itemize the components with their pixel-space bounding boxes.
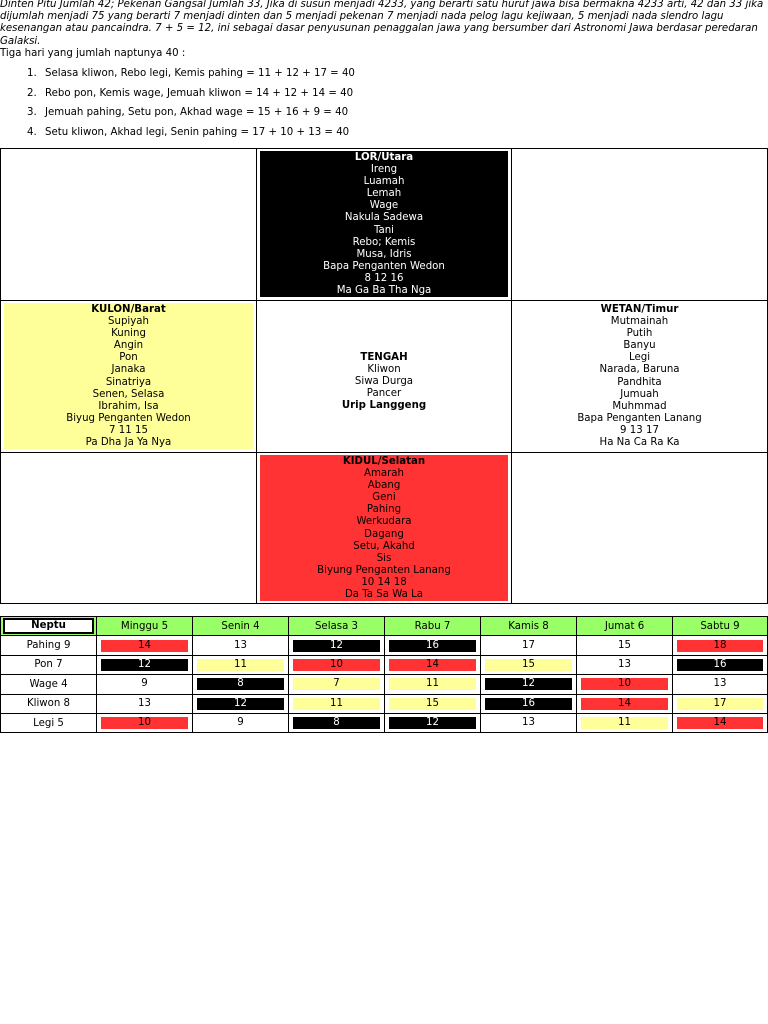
- cell-line: Kliwon: [367, 364, 401, 376]
- neptu-value: 11: [197, 659, 284, 671]
- list-item: [27, 125, 355, 145]
- cell-line: Da Ta Sa Wa La: [344, 589, 424, 601]
- neptu-value: 12: [389, 717, 476, 729]
- table-cell: [385, 694, 481, 713]
- table-cell: [193, 636, 289, 655]
- south-lines: [260, 468, 508, 601]
- table-cell: [481, 636, 577, 655]
- neptu-table: [0, 616, 768, 733]
- table-cell: [97, 675, 193, 694]
- cell-line: Mutmainah: [610, 316, 669, 328]
- lead-sentence: Tiga hari yang jumlah naptunya 40 :: [0, 48, 186, 59]
- table-cell: [673, 636, 768, 655]
- table-cell: [577, 636, 673, 655]
- table-cell: [97, 694, 193, 713]
- table-cell: [673, 694, 768, 713]
- day-header-cell: Selasa 3: [289, 617, 385, 636]
- table-cell: [289, 694, 385, 713]
- table-cell: [289, 675, 385, 694]
- cell-line: Pon: [119, 352, 138, 364]
- list-item: [27, 66, 355, 86]
- neptu-value: 15: [389, 698, 476, 710]
- day-header-cell: Sabtu 9: [673, 617, 768, 636]
- grid-cell-se: [512, 453, 768, 604]
- neptu-value: 9: [237, 717, 244, 729]
- neptu-value: 14: [677, 717, 763, 729]
- pasaran-label-cell: Wage 4: [1, 675, 97, 694]
- day-header-cell: Jumat 6: [577, 617, 673, 636]
- cell-line: Legi: [628, 352, 651, 364]
- neptu-list: [27, 66, 355, 144]
- table-cell: [97, 655, 193, 674]
- neptu-value: 10: [581, 678, 668, 690]
- cell-line: Putih: [626, 328, 653, 340]
- center-title: TENGAH: [360, 352, 408, 363]
- north-lines: [260, 164, 508, 297]
- list-number: 4.: [27, 126, 37, 138]
- cell-line: Jumuah: [620, 388, 659, 400]
- neptu-value: 11: [293, 698, 380, 710]
- list-item: [27, 105, 355, 125]
- grid-cell-sw: [1, 453, 257, 604]
- neptu-value: 14: [581, 698, 668, 710]
- table-row: [1, 713, 768, 732]
- cell-line: Abang: [367, 480, 401, 492]
- cell-line: Geni: [372, 492, 396, 504]
- list-number: 3.: [27, 107, 37, 118]
- day-header-cell: Minggu 5: [97, 617, 193, 636]
- table-cell: [673, 655, 768, 674]
- list-item: [27, 86, 355, 106]
- west-lines: [4, 316, 253, 449]
- cell-line: 9 13 17: [620, 424, 659, 436]
- list-text: Setu kliwon, Akhad legi, Senin pahing = 17 + 10 + 13 = 40: [45, 126, 350, 138]
- table-cell: [289, 655, 385, 674]
- cell-line: 10 14 18: [361, 576, 407, 588]
- neptu-value: 8: [197, 678, 284, 690]
- east-title: WETAN/Timur: [600, 304, 679, 315]
- cell-line: Sis: [376, 552, 392, 564]
- grid-cell-north: [257, 149, 512, 301]
- pasaran-label-cell: Pahing 9: [1, 636, 97, 655]
- east-lines: [515, 316, 764, 449]
- neptu-value: 13: [522, 717, 535, 729]
- neptu-value: 15: [618, 639, 631, 651]
- neptu-value: 8: [293, 717, 380, 729]
- table-cell: [385, 675, 481, 694]
- cell-line: Pancer: [366, 388, 402, 400]
- grid-cell-south: [257, 453, 512, 604]
- intro-paragraph: Dinten Pitu Jumlah 42; Pekenan Gangsal Jumlah 33, Jika di susun menjadi 4233, yang berarti satu huruf jawa bisa bermakna 4233 arti, 42 dan 33 jika dijumlah menjadi 75 yang berarti 7 menjadi dinten dan 5 menjadi pekenan 7 menjadi nada pelog lagu kejiwaan, 5 menjadi nada slendro lagu kesenangan atau pancaindra. 7 + 5 = 12, ini sebagai dasar penyusunan penaggalan jawa yang bersumber dari Astronomi Jawa berdasar peredaran Galaksi.: [0, 0, 764, 47]
- cell-line: Sinatriya: [105, 376, 152, 388]
- center-lines: [260, 364, 508, 400]
- table-row: [1, 636, 768, 655]
- pasaran-label-cell: Legi 5: [1, 713, 97, 732]
- table-cell: [289, 636, 385, 655]
- north-title: LOR/Utara: [354, 152, 414, 163]
- table-row: [1, 655, 768, 674]
- table-cell: [577, 655, 673, 674]
- table-row: [1, 694, 768, 713]
- neptu-value: 14: [389, 659, 476, 671]
- cell-line: Werkudara: [356, 516, 412, 528]
- cell-line: Supiyah: [108, 316, 149, 328]
- grid-cell-nw: [1, 149, 257, 301]
- cell-line: Tani: [373, 224, 395, 236]
- table-cell: [385, 636, 481, 655]
- neptu-value: 18: [677, 640, 763, 652]
- east-box: [515, 303, 764, 449]
- table-cell: [673, 675, 768, 694]
- cell-line: Senen, Selasa: [92, 388, 165, 400]
- cell-line: Luamah: [363, 176, 405, 188]
- table-cell: [289, 713, 385, 732]
- cell-line: Lemah: [366, 188, 402, 200]
- table-cell: [481, 713, 577, 732]
- table-cell: [193, 694, 289, 713]
- neptu-value: 13: [618, 658, 631, 670]
- center-footer: Urip Langgeng: [341, 400, 427, 412]
- cell-line: Wage: [369, 200, 399, 212]
- cell-line: Nakula Sadewa: [344, 212, 424, 224]
- cell-line: Pandhita: [617, 376, 662, 388]
- cell-line: Bapa Penganten Lanang: [577, 412, 702, 424]
- table-cell: [481, 655, 577, 674]
- cell-line: Banyu: [623, 340, 656, 352]
- cell-line: Pahing: [366, 504, 402, 516]
- grid-cell-center: [257, 301, 512, 453]
- cell-line: 7 11 15: [109, 424, 148, 436]
- table-cell: [97, 713, 193, 732]
- neptu-value: 14: [101, 640, 188, 652]
- grid-cell-east: [512, 301, 768, 453]
- neptu-value: 17: [677, 698, 763, 710]
- cell-line: Ireng: [370, 164, 398, 176]
- table-cell: [193, 675, 289, 694]
- neptu-value: 10: [293, 659, 380, 671]
- list-text: Jemuah pahing, Setu pon, Akhad wage = 15 + 16 + 9 = 40: [45, 107, 349, 118]
- list-number: 2.: [27, 87, 37, 99]
- pasaran-label-cell: Pon 7: [1, 655, 97, 674]
- neptu-value: 16: [389, 640, 476, 652]
- neptu-value: 9: [141, 678, 148, 690]
- west-box: [4, 303, 253, 449]
- west-title: KULON/Barat: [91, 304, 166, 315]
- cell-line: Biyung Penganten Lanang: [317, 564, 451, 576]
- neptu-value: 13: [234, 639, 247, 651]
- table-cell: [577, 694, 673, 713]
- grid-cell-west: [1, 301, 257, 453]
- table-cell: [385, 713, 481, 732]
- direction-grid: [0, 148, 768, 604]
- day-header-cell: Senin 4: [193, 617, 289, 636]
- south-box: [260, 455, 508, 601]
- neptu-value: 15: [485, 659, 572, 671]
- list-text: Rebo pon, Kemis wage, Jemuah kliwon = 14 + 12 + 14 = 40: [45, 87, 354, 99]
- table-cell: [481, 694, 577, 713]
- neptu-value: 11: [389, 678, 476, 690]
- header-cell: [1, 617, 97, 636]
- table-cell: [673, 713, 768, 732]
- south-title: KIDUL/Selatan: [342, 456, 426, 467]
- table-header-row: [1, 617, 768, 636]
- cell-line: Amarah: [363, 468, 405, 480]
- list-number: 1.: [27, 68, 37, 79]
- table-cell: [193, 655, 289, 674]
- cell-line: Rebo; Kemis: [352, 236, 416, 248]
- neptu-value: 12: [485, 678, 572, 690]
- neptu-value: 16: [485, 698, 572, 710]
- center-box: [260, 303, 508, 449]
- day-header-cell: Rabu 7: [385, 617, 481, 636]
- table-cell: [577, 713, 673, 732]
- north-box: [260, 151, 508, 297]
- neptu-value: 10: [101, 717, 188, 729]
- cell-line: Setu, Akahd: [353, 540, 415, 552]
- table-cell: [385, 655, 481, 674]
- neptu-value: 7: [293, 678, 380, 690]
- table-cell: [577, 675, 673, 694]
- table-row: [1, 675, 768, 694]
- neptu-value: 17: [522, 639, 535, 651]
- neptu-value: 12: [293, 640, 380, 652]
- cell-line: Ha Na Ca Ra Ka: [599, 437, 680, 449]
- cell-line: 8 12 16: [364, 272, 404, 284]
- cell-line: Biyug Penganten Wedon: [66, 412, 191, 424]
- list-text: Selasa kliwon, Rebo legi, Kemis pahing = 11 + 12 + 17 = 40: [45, 68, 355, 79]
- cell-line: Muhmmad: [612, 400, 667, 412]
- cell-line: Ma Ga Ba Tha Nga: [336, 285, 432, 297]
- cell-line: Musa, Idris: [356, 248, 412, 260]
- neptu-value: 16: [677, 659, 763, 671]
- pasaran-label-cell: Kliwon 8: [1, 694, 97, 713]
- cell-line: Bapa Penganten Wedon: [323, 260, 445, 272]
- neptu-value: 11: [581, 717, 668, 729]
- cell-line: Pa Dha Ja Ya Nya: [85, 437, 172, 449]
- cell-line: Janaka: [111, 364, 146, 376]
- cell-line: Dagang: [364, 528, 404, 540]
- cell-line: Narada, Baruna: [599, 364, 680, 376]
- neptu-value: 13: [138, 697, 151, 709]
- cell-line: Ibrahim, Isa: [98, 400, 159, 412]
- neptu-value: 12: [101, 659, 188, 671]
- cell-line: Kuning: [111, 328, 146, 340]
- neptu-corner-label: Neptu: [3, 618, 94, 634]
- table-cell: [481, 675, 577, 694]
- cell-line: Siwa Durga: [354, 376, 414, 388]
- neptu-value: 12: [197, 698, 284, 710]
- day-header-cell: Kamis 8: [481, 617, 577, 636]
- grid-cell-ne: [512, 149, 768, 301]
- cell-line: Angin: [113, 340, 144, 352]
- neptu-value: 13: [713, 678, 727, 690]
- table-cell: [97, 636, 193, 655]
- table-cell: [193, 713, 289, 732]
